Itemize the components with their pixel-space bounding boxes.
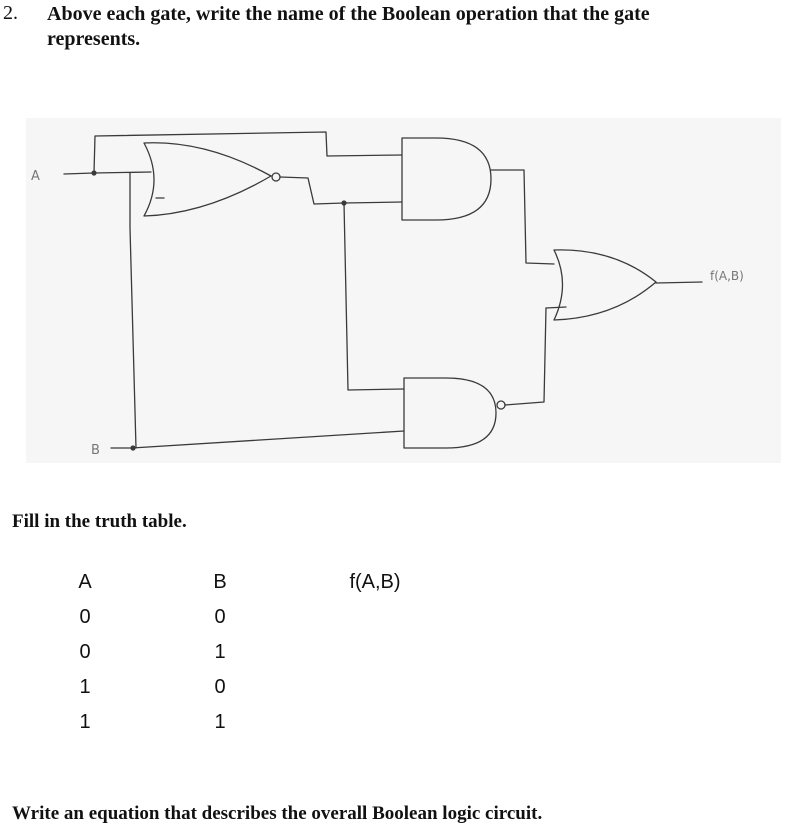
cell-f[interactable] bbox=[320, 670, 430, 705]
or-output-bubble bbox=[272, 173, 280, 181]
output-label: f(A,B) bbox=[710, 269, 744, 283]
cell-f[interactable] bbox=[320, 705, 430, 740]
nand-output-bubble bbox=[497, 401, 505, 409]
table-row bbox=[50, 600, 430, 635]
or-gate-final-shape bbox=[554, 250, 656, 320]
question-text: Above each gate, write the name of the Boolean operation that the gate represents. bbox=[47, 3, 650, 50]
wire-input-b bbox=[111, 431, 404, 448]
input-b-label: B bbox=[91, 443, 100, 458]
wire-final-or-input-2 bbox=[546, 307, 566, 308]
header-b: B bbox=[213, 571, 227, 593]
cell-a: 0 bbox=[79, 641, 91, 663]
or-gate-shape bbox=[144, 143, 271, 216]
wire-junction-down bbox=[344, 203, 404, 390]
header-f: f(A,B) bbox=[349, 571, 401, 593]
cell-b: 1 bbox=[214, 641, 226, 663]
wire-junction-to-and1 bbox=[344, 202, 402, 203]
wire-a-top-branch bbox=[94, 132, 402, 173]
cell-f[interactable] bbox=[320, 600, 430, 635]
wire-a-to-or bbox=[94, 172, 151, 173]
header-a: A bbox=[78, 571, 92, 593]
wire-and1-output bbox=[491, 170, 554, 264]
table-row bbox=[50, 670, 430, 705]
and-gate-bottom-shape bbox=[404, 378, 496, 448]
junction-dot-b bbox=[130, 445, 135, 450]
equation-instruction: Write an equation that describes the overall Boolean logic circuit. bbox=[12, 803, 543, 824]
wire-a-down bbox=[130, 173, 136, 448]
cell-b: 1 bbox=[214, 711, 226, 733]
input-a-label: A bbox=[31, 169, 40, 184]
truth-table-instruction: Fill in the truth table. bbox=[12, 511, 187, 532]
junction-dot-a bbox=[91, 170, 96, 175]
question-number: 2. bbox=[3, 2, 18, 24]
cell-a: 0 bbox=[79, 606, 91, 628]
wire-nand-output bbox=[505, 308, 546, 405]
cell-b: 0 bbox=[214, 676, 226, 698]
wire-input-a bbox=[64, 173, 94, 174]
junction-dot-or bbox=[341, 200, 346, 205]
circuit-drawing bbox=[26, 118, 781, 463]
cell-a: 1 bbox=[79, 711, 91, 733]
wire-or-output bbox=[280, 177, 344, 204]
cell-f[interactable] bbox=[320, 635, 430, 670]
truth-table-header-row bbox=[50, 565, 430, 600]
cell-a: 1 bbox=[79, 676, 91, 698]
truth-table bbox=[50, 565, 430, 740]
logic-circuit-diagram bbox=[26, 118, 781, 463]
cell-b: 0 bbox=[214, 606, 226, 628]
table-row bbox=[50, 635, 430, 670]
wire-output bbox=[656, 282, 702, 283]
table-row bbox=[50, 705, 430, 740]
and-gate-top-shape bbox=[402, 138, 491, 220]
